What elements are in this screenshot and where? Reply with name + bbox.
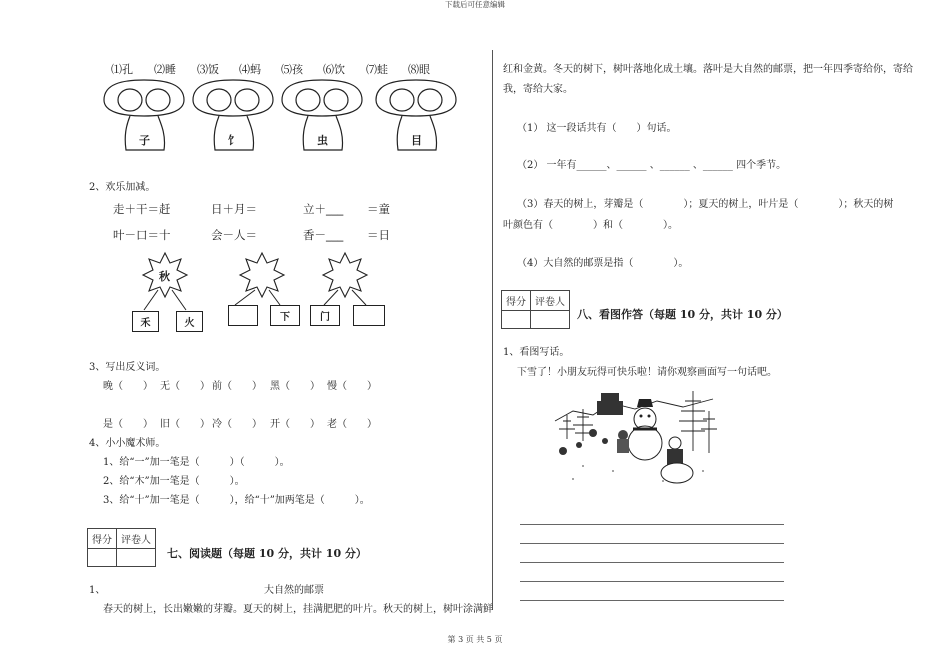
antonym-item: 是（ ） (103, 419, 153, 430)
calc-item: 叶－口＝十 (113, 228, 171, 242)
grader-cell[interactable] (531, 311, 570, 329)
mushroom-stem-label: 子 (139, 134, 150, 147)
calc-item: ＝童 (367, 202, 390, 216)
reading-question: （1） 这一段话共有（ ）句话。 (517, 123, 677, 134)
reading-question: 叶颜色有（ ）和（ ）。 (503, 220, 678, 231)
page-footer: 第 3 页 共 5 页 (447, 635, 503, 644)
writing-line[interactable] (520, 600, 784, 601)
writing-line[interactable] (520, 543, 784, 544)
score-label: 得分 (88, 529, 117, 549)
q2-title: 2、欢乐加减。 (89, 182, 156, 193)
star-label: 秋 (159, 270, 170, 283)
antonym-item: 前（ ） (212, 381, 262, 392)
score-box (501, 290, 570, 329)
q4-item: 1、给“一”加一笔是（ ）（ ）。 (103, 457, 290, 468)
q1-char: ⑻眼 (408, 63, 430, 76)
q1-char: ⑴孔 (111, 63, 133, 76)
reading-question: （3）春天的树上，芽瓣是（ ）；夏天的树上，叶片是（ ）；秋天的树 (517, 199, 894, 210)
passage-line: 红和金黄。冬天的树下，树叶落地化成土壤。落叶是大自然的邮票，把一年四季寄给你，寄给 (503, 64, 913, 75)
answer-box: 门 (310, 305, 340, 326)
q1-char: ⑵睡 (154, 63, 176, 76)
writing-line[interactable] (520, 524, 784, 525)
mushroom-stem-label: 饣 (228, 134, 239, 147)
answer-box[interactable] (228, 305, 258, 326)
picture-prompt: 下雪了！小朋友玩得可快乐啦！请你观察画面写一句话吧。 (517, 367, 777, 378)
q4-item: 2、给“木”加一笔是（ ）。 (103, 476, 245, 487)
snow-scene-picture (553, 381, 719, 491)
star-shape (240, 253, 284, 297)
picture-question: 1、看图写话。 (503, 347, 570, 358)
passage-line: 春天的树上，长出嫩嫩的芽瓣。夏天的树上，挂满肥肥的叶片。秋天的树上，树叶涂满鲜 (103, 604, 493, 615)
writing-line[interactable] (520, 581, 784, 582)
q4-item: 3、给“十”加一笔是（ ），给“十”加两笔是（ ）。 (103, 495, 370, 506)
score-cell[interactable] (88, 549, 117, 567)
reading-question: （2） 一年有______、______ 、______ 、______ 四个季节。 (517, 160, 787, 171)
section-8-title: 八、看图作答（每题 10 分，共计 10 分） (577, 308, 788, 321)
q1-char: ⑶饭 (197, 63, 219, 76)
answer-box: 下 (270, 305, 300, 326)
grader-label: 评卷人 (531, 291, 570, 311)
mushroom-stem-label: 虫 (317, 134, 328, 147)
section-7-title: 七、阅读题（每题 10 分，共计 10 分） (167, 547, 367, 560)
star-shape (323, 253, 367, 297)
calc-item: 日＋月＝ (211, 202, 257, 216)
antonym-item: 开（ ） (270, 419, 320, 430)
antonym-item: 老（ ） (327, 419, 377, 430)
q4-title: 4、小小魔术师。 (89, 438, 166, 449)
passage-title: 大自然的邮票 (264, 585, 324, 596)
reading-question: （4）大自然的邮票是指（ ）。 (517, 258, 689, 269)
grader-cell[interactable] (117, 549, 156, 567)
score-cell[interactable] (502, 311, 531, 329)
antonym-item: 晚（ ） (103, 381, 153, 392)
antonym-item: 无（ ） (160, 381, 210, 392)
calc-item: 走＋干＝赶 (113, 202, 171, 216)
antonym-item: 黑（ ） (270, 381, 320, 392)
score-label: 得分 (502, 291, 531, 311)
grader-label: 评卷人 (117, 529, 156, 549)
q1-char: ⑸孩 (281, 63, 303, 76)
column-divider (492, 50, 493, 610)
writing-line[interactable] (520, 562, 784, 563)
page-header: 下载后可任意编辑 (445, 0, 505, 9)
calc-item: 会－人＝ (211, 228, 257, 242)
passage-line: 我，寄给大家。 (503, 84, 573, 95)
calc-item: 立＋___ (303, 202, 344, 216)
score-box (87, 528, 156, 567)
calc-item: ＝日 (367, 228, 390, 242)
q3-title: 3、写出反义词。 (89, 362, 166, 373)
mushroom-stem-label: 目 (411, 134, 422, 147)
answer-box[interactable] (353, 305, 385, 326)
reading-q-number: 1、 (89, 585, 106, 596)
q1-char: ⑺蛙 (366, 63, 388, 76)
antonym-item: 旧（ ） (160, 419, 210, 430)
antonym-item: 冷（ ） (212, 419, 262, 430)
q1-char: ⑹饮 (323, 63, 345, 76)
calc-item: 香－___ (303, 228, 344, 242)
answer-box: 禾 (132, 311, 159, 332)
answer-box: 火 (176, 311, 203, 332)
q1-char: ⑷蚂 (239, 63, 261, 76)
antonym-item: 慢（ ） (327, 381, 377, 392)
